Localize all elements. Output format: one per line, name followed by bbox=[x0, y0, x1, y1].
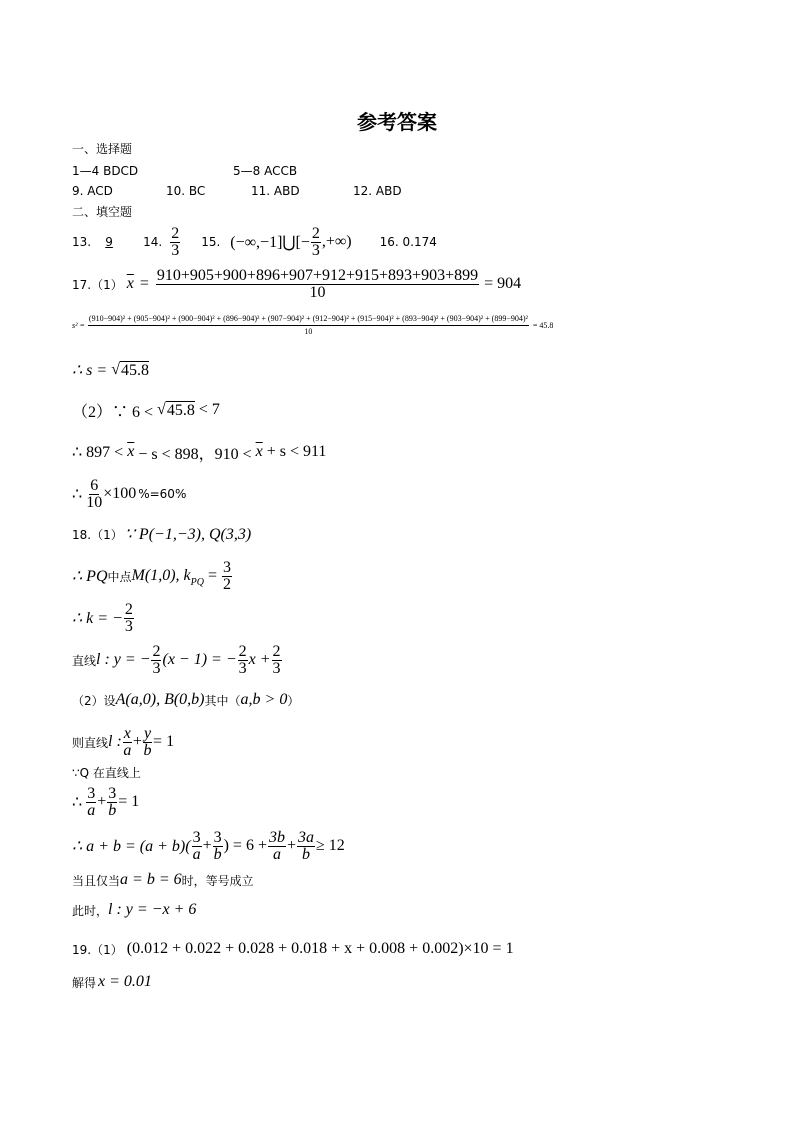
q18-ineq-fraction-2 bbox=[213, 830, 223, 863]
q14-fraction bbox=[170, 226, 180, 259]
q18-final-cn: 此时， bbox=[72, 903, 109, 918]
q17-part2-row: （2）∵ 6 < √ 45.8 < 7 bbox=[72, 398, 220, 422]
q17-range-xbar2: $\overline{x}$ bbox=[255, 443, 263, 460]
q18-k-denominator: 3 bbox=[124, 617, 133, 635]
q18-final-row bbox=[72, 898, 196, 922]
q18-sub-den-2: b bbox=[108, 801, 117, 819]
q18-intercept-plus: + bbox=[132, 733, 142, 750]
q13-answer: 9 bbox=[105, 235, 113, 249]
q18-intercept-den-2: b bbox=[143, 741, 152, 759]
q17-percent-row bbox=[72, 474, 186, 514]
q17-range-pre: ∴ 897 < bbox=[72, 444, 124, 461]
q15-post: ,+∞) bbox=[321, 233, 352, 250]
q18-mid-post: M(1,0), k bbox=[131, 567, 191, 584]
q17-mean-row bbox=[72, 264, 521, 304]
q18-intercept-eq: = 1 bbox=[153, 733, 175, 750]
q18-inequality-row bbox=[72, 826, 345, 866]
q18-ineq-num-2: 3 bbox=[213, 828, 222, 846]
q17-pct-post: ×100 bbox=[103, 485, 137, 502]
q17-pct-fraction bbox=[86, 478, 102, 511]
q18-intercept-den-1: a bbox=[123, 741, 132, 759]
section-choice-heading: 一、选择题 bbox=[72, 142, 133, 156]
q14-label: 14. bbox=[143, 235, 163, 249]
q17-pct-tail: %=60% bbox=[138, 487, 187, 501]
q18-label: 18.（1） bbox=[72, 527, 123, 542]
q18-sub-num-1: 3 bbox=[87, 784, 96, 802]
q17-s-row: ∴ s = √ 45.8 bbox=[72, 361, 149, 379]
q18-eq-cn2: 时，等号成立 bbox=[181, 873, 254, 888]
q18-ineq-den-1: a bbox=[192, 845, 201, 863]
q18-final-math: l : y = −x + 6 bbox=[108, 901, 197, 918]
q17-pct-pre: ∴ bbox=[72, 486, 83, 503]
q18-midpoint-row bbox=[72, 556, 233, 596]
q18-ineq-post: ≥ 12 bbox=[316, 837, 345, 854]
q18-ineq-fraction-3 bbox=[268, 830, 286, 863]
q18-slope-numerator: 3 bbox=[223, 558, 231, 576]
q17-range-row bbox=[72, 440, 326, 464]
q17-variance-row bbox=[72, 313, 726, 338]
q18-intercept-num-1: x bbox=[123, 724, 131, 742]
q18-mid-eq: = bbox=[207, 567, 217, 584]
q18-line-num-2: 2 bbox=[238, 642, 247, 660]
q18-line-num-3: 2 bbox=[272, 642, 281, 660]
q18-ineq-plus2: + bbox=[286, 837, 296, 854]
q18-sub-num-2: 3 bbox=[108, 784, 117, 802]
q18-intercept-pre: l : bbox=[108, 733, 122, 750]
q18-intercept-cn: 则直线 bbox=[72, 735, 109, 750]
q18-ineq-fraction-4 bbox=[297, 830, 315, 863]
q18-line-fraction-3 bbox=[272, 644, 282, 677]
answer-12: 12. ABD bbox=[353, 184, 402, 198]
q18-intercept-fraction-2 bbox=[143, 726, 152, 759]
q17-mean-fraction bbox=[156, 268, 479, 301]
q17-xbar: $\overline{x}$ bbox=[126, 275, 134, 292]
q18-line-pre: l : y = − bbox=[96, 651, 151, 668]
q17-part2-label: （2）∵ 6 < bbox=[72, 403, 154, 421]
q18-part2-row bbox=[72, 688, 299, 712]
q18-part2-cond: a,b > 0 bbox=[240, 691, 288, 708]
q17-var-fraction bbox=[88, 313, 529, 338]
q18-ineq-den-2: b bbox=[213, 845, 222, 863]
q17-pct-numerator: 6 bbox=[90, 476, 99, 494]
q18-given: ∵ P(−1,−3), Q(3,3) bbox=[124, 526, 252, 543]
q19-equation-row bbox=[72, 937, 514, 961]
q18-k-pre: ∴ k = − bbox=[72, 610, 123, 627]
q19-solve-math: x = 0.01 bbox=[98, 973, 152, 990]
answer-10: 10. BC bbox=[166, 184, 206, 198]
q19-label: 19.（1） bbox=[72, 942, 123, 957]
q18-k-fraction bbox=[124, 602, 134, 635]
q15-numerator: 2 bbox=[311, 224, 320, 242]
q17-mean-denominator: 10 bbox=[309, 283, 326, 301]
q18-part2-cn3: ） bbox=[287, 693, 300, 708]
q18-ineq-num-3: 3b bbox=[268, 828, 285, 846]
q18-intercept-fraction-1 bbox=[123, 726, 132, 759]
q17-var-numerator: (910−904)² + (905−904)² + (900−904)² + (896−904)² + (907−904)² + (912−904)² + (915−904)² + (893−904)² + (903−904)² + (899−904)² bbox=[88, 313, 529, 326]
q15-pre: (−∞,−1]⋃[− bbox=[230, 234, 310, 251]
q19-equation: (0.012 + 0.022 + 0.028 + 0.018 + x + 0.008 + 0.002)×10 = 1 bbox=[126, 940, 514, 957]
q18-given-row bbox=[72, 522, 251, 546]
q18-line-cn: 直线 bbox=[72, 653, 97, 668]
q18-intercept-num-2: y bbox=[143, 724, 152, 742]
answer-1-4: 1—4 BDCD bbox=[72, 164, 139, 178]
q18-ineq-fraction-1 bbox=[192, 830, 202, 863]
q17-var-result: = 45.8 bbox=[532, 321, 554, 330]
q15-label: 15. bbox=[201, 235, 221, 249]
q18-mid-cn: 中点 bbox=[107, 569, 132, 584]
q18-line-den-3: 3 bbox=[272, 659, 281, 677]
q17-equals: = bbox=[139, 275, 149, 292]
q18-ineq-num-4: 3a bbox=[298, 828, 314, 846]
q17-part2-post: < 7 bbox=[198, 401, 220, 418]
q18-line-row bbox=[72, 640, 283, 680]
answer-5-8: 5—8 ACCB bbox=[233, 164, 298, 178]
q17-range-mid1: − s < 898，910 < bbox=[138, 445, 252, 463]
q18-line-den-2: 3 bbox=[238, 659, 247, 677]
q18-slope-denominator: 2 bbox=[223, 575, 231, 593]
q18-sub-fraction-1 bbox=[86, 786, 96, 819]
q18-line-x: x + bbox=[248, 651, 271, 668]
q17-s-sqrt: 45.8 bbox=[120, 361, 149, 379]
q14-denominator: 3 bbox=[171, 241, 180, 259]
q18-ineq-den-3: a bbox=[272, 845, 281, 863]
q15-fraction bbox=[311, 226, 321, 259]
q18-sub-fraction-2 bbox=[107, 786, 117, 819]
q18-ineq-plus: + bbox=[202, 837, 212, 854]
q17-mean-result: = 904 bbox=[484, 275, 522, 292]
q18-intercept-row bbox=[72, 722, 174, 762]
q18-ineq-mid: ) = 6 + bbox=[223, 837, 267, 854]
q18-ineq-pre: ∴ a + b = (a + b)( bbox=[72, 838, 191, 855]
q18-line-fraction-2 bbox=[238, 644, 248, 677]
q19-solve-row bbox=[72, 970, 152, 994]
q18-eq-cn1: 当且仅当 bbox=[72, 873, 121, 888]
q18-q-on-line: ∵Q 在直线上 bbox=[72, 766, 141, 780]
q18-equality-row bbox=[72, 868, 254, 892]
q18-part2-math: A(a,0), B(0,b) bbox=[115, 691, 205, 708]
q17-s-pre: ∴ s = bbox=[72, 362, 108, 379]
q18-k-numerator: 2 bbox=[124, 600, 133, 618]
q18-eq-math: a = b = 6 bbox=[120, 871, 182, 888]
q18-ineq-den-4: b bbox=[302, 845, 310, 863]
q18-line-mid: (x − 1) = − bbox=[162, 651, 237, 668]
q17-var-lhs: s² = bbox=[72, 321, 85, 330]
q18-line-num-1: 2 bbox=[152, 642, 161, 660]
q18-k-row bbox=[72, 598, 135, 638]
q18-line-fraction-1 bbox=[151, 644, 161, 677]
q18-sub-eq: = 1 bbox=[118, 793, 140, 810]
q18-part2-cn2: 其中（ bbox=[204, 693, 241, 708]
q17-pct-denominator: 10 bbox=[86, 493, 103, 511]
q18-substitute-row bbox=[72, 782, 139, 822]
q17-part2-sqrt: 45.8 bbox=[166, 401, 195, 419]
q18-slope-fraction bbox=[222, 560, 232, 593]
q18-line-den-1: 3 bbox=[152, 659, 161, 677]
q17-label: 17.（1） bbox=[72, 277, 123, 292]
q18-part2-cn1: （2）设 bbox=[72, 693, 116, 708]
q17-mean-numerator: 910+905+900+896+907+912+915+893+903+899 bbox=[156, 266, 479, 284]
q18-mid-sub: PQ bbox=[190, 577, 204, 588]
fill-answers-row bbox=[72, 222, 437, 262]
section-fill-heading: 二、填空题 bbox=[72, 205, 133, 219]
q17-range-mid2: + s < 911 bbox=[266, 443, 327, 460]
q16-answer: 16. 0.174 bbox=[379, 235, 437, 249]
q17-range-xbar1: $\overline{x}$ bbox=[127, 443, 135, 460]
q14-numerator: 2 bbox=[171, 224, 180, 242]
q18-sub-plus: + bbox=[97, 793, 107, 810]
answer-11: 11. ABD bbox=[251, 184, 300, 198]
q19-solve-cn: 解得 bbox=[72, 975, 97, 990]
q18-sub-pre: ∴ bbox=[72, 794, 83, 811]
q18-mid-pre: ∴ PQ bbox=[72, 568, 108, 585]
page-title: 参考答案 bbox=[357, 110, 437, 134]
q15-denominator: 3 bbox=[311, 241, 320, 259]
q17-var-denominator: 10 bbox=[304, 327, 313, 336]
q18-sub-den-1: a bbox=[87, 801, 96, 819]
answer-9: 9. ACD bbox=[72, 184, 113, 198]
q13-label: 13. bbox=[72, 235, 92, 249]
q18-ineq-num-1: 3 bbox=[192, 828, 201, 846]
